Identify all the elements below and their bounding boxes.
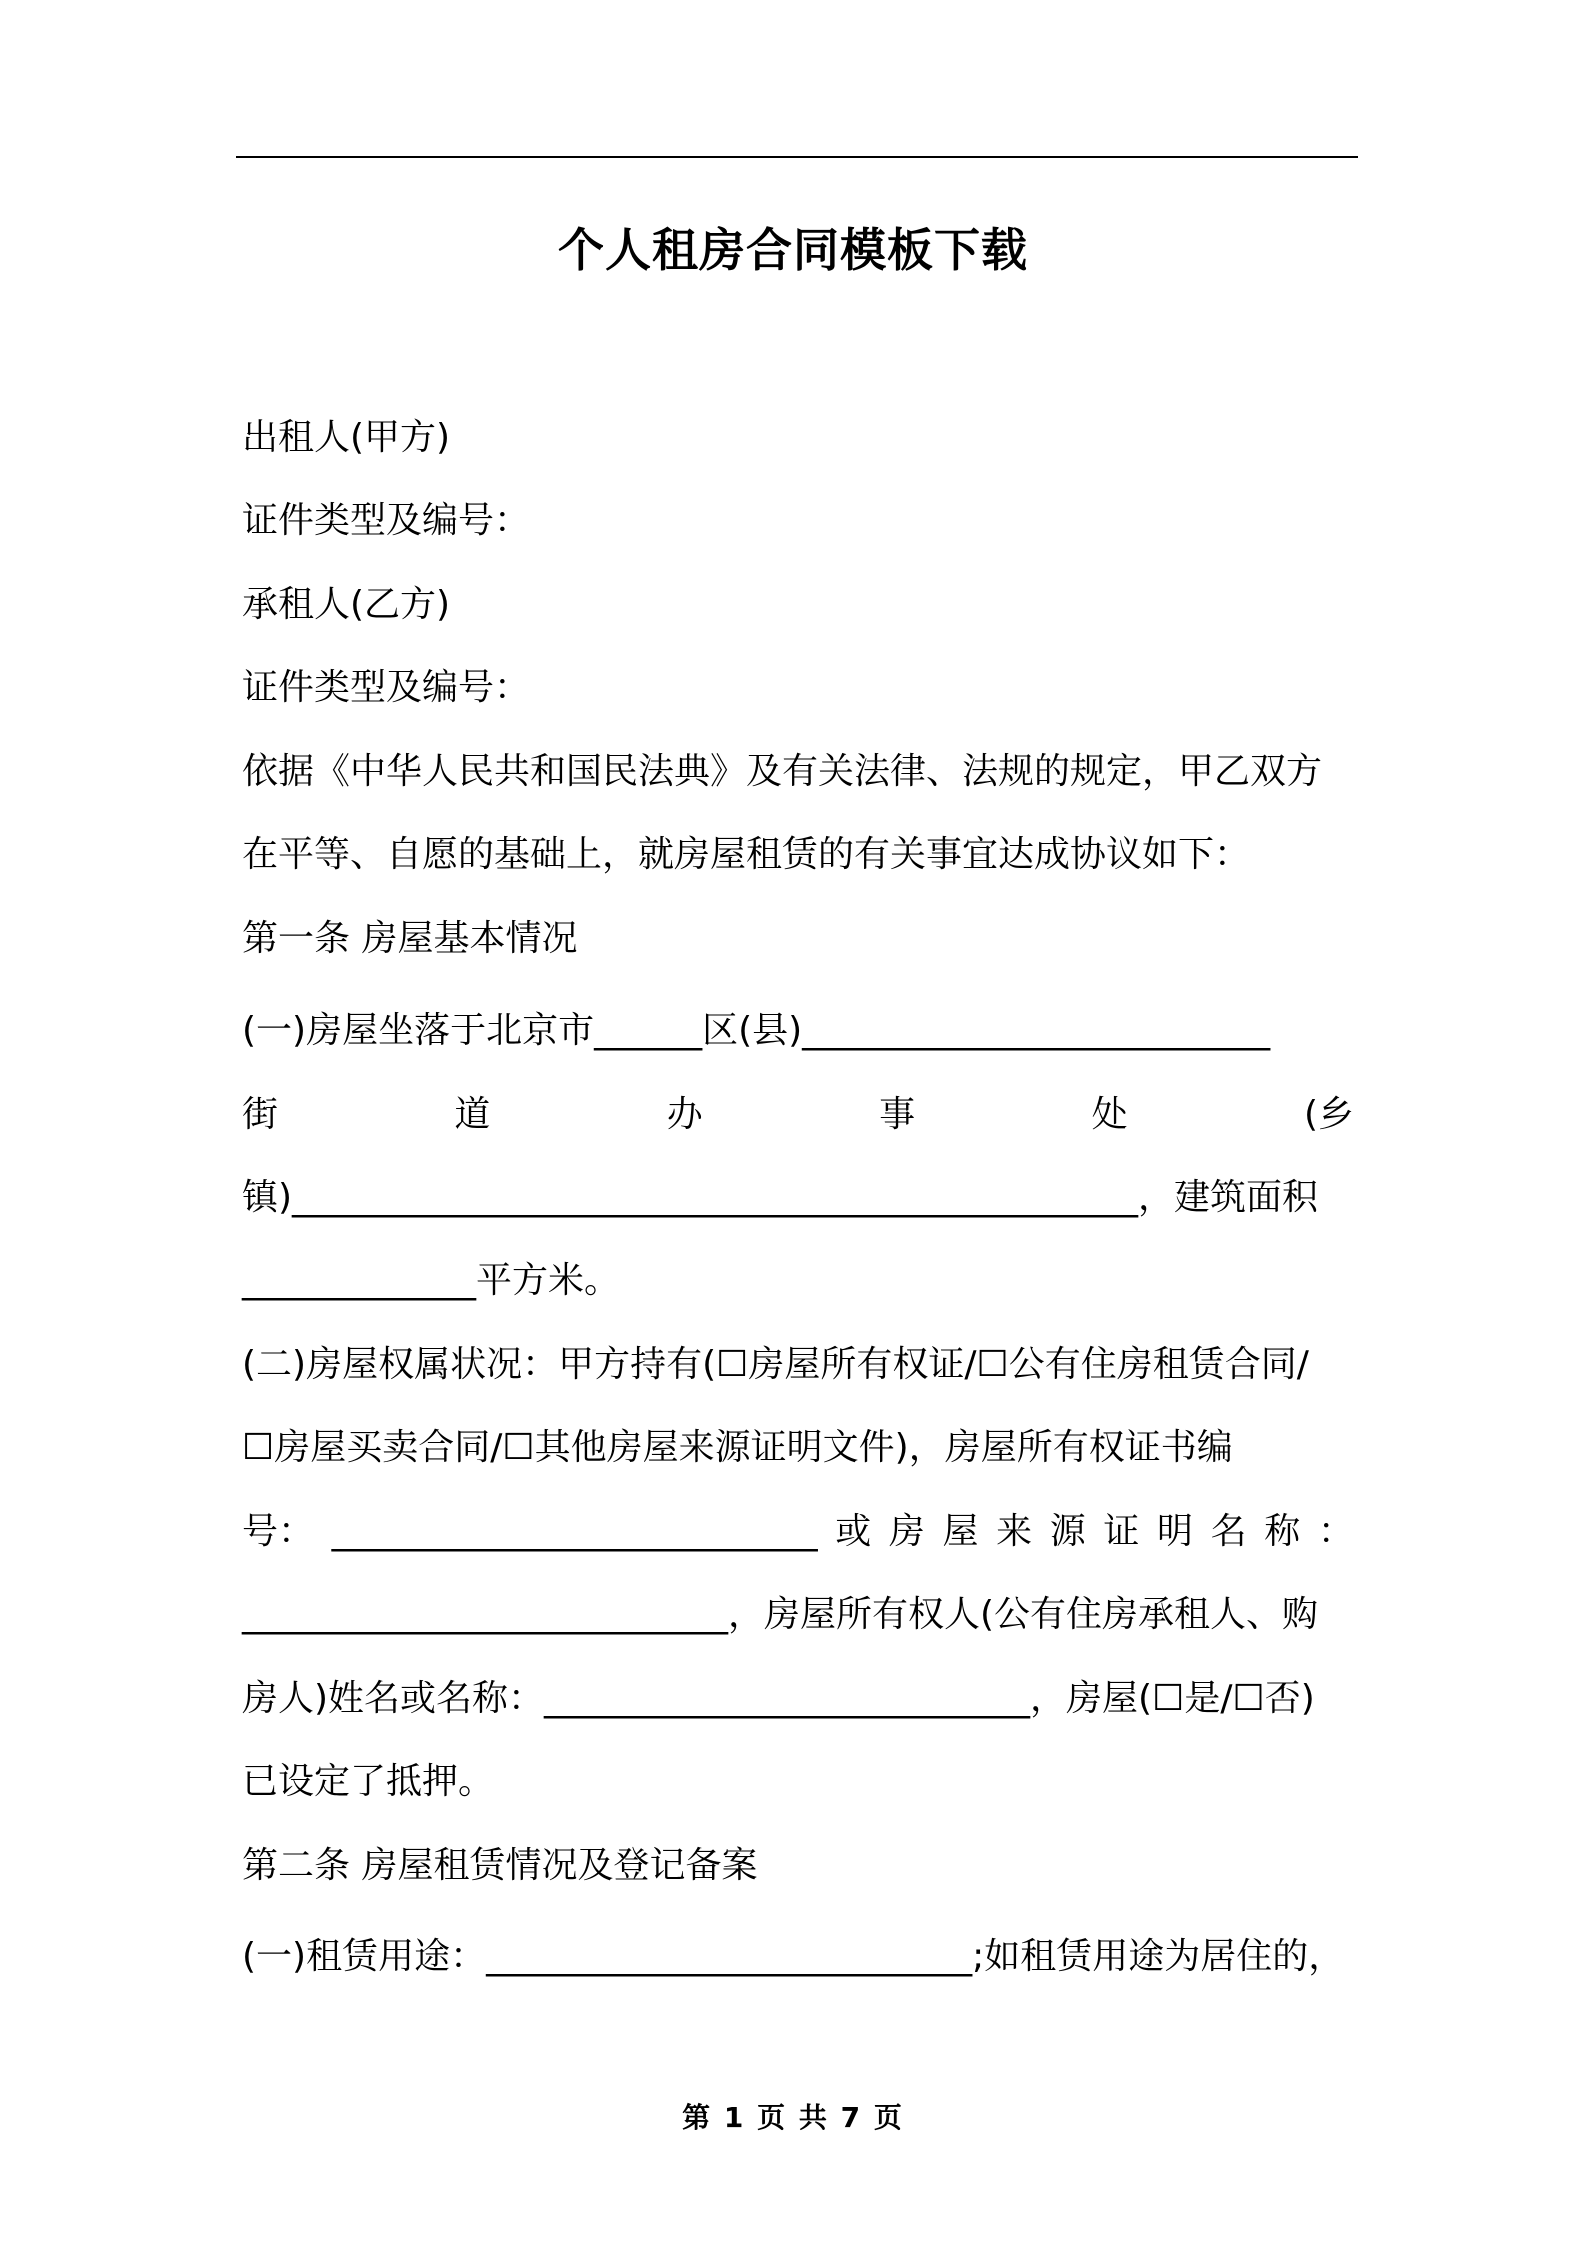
section-heading: 第二条 房屋租赁情况及登记备案 bbox=[242, 1845, 758, 1886]
word: 源 bbox=[1049, 1511, 1086, 1552]
word: 称 bbox=[1264, 1511, 1301, 1552]
word: 号： bbox=[242, 1511, 315, 1552]
header-rule bbox=[236, 156, 1358, 158]
text-line: (一)租赁用途：___________________________;如租赁用途为居住的， bbox=[242, 1936, 1345, 1977]
page-number: 第 1 页 共 7 页 bbox=[682, 2101, 904, 2134]
section-heading: 第一条 房屋基本情况 bbox=[242, 918, 578, 959]
word: 办 bbox=[666, 1094, 703, 1135]
blank: ___________________________ bbox=[331, 1511, 818, 1552]
text-line: _____________平方米。 bbox=[242, 1260, 621, 1301]
word: 道 bbox=[454, 1094, 491, 1135]
justified-line bbox=[242, 1507, 1354, 1557]
word: 明 bbox=[1156, 1511, 1193, 1552]
word: 房 bbox=[888, 1511, 925, 1552]
word: 街 bbox=[242, 1094, 279, 1135]
text-line: 在平等、自愿的基础上，就房屋租赁的有关事宜达成协议如下： bbox=[242, 834, 1251, 875]
text-line: 镇)_______________________________________________，建筑面积 bbox=[242, 1177, 1319, 1218]
word: 证 bbox=[1103, 1511, 1140, 1552]
text-line: (二)房屋权属状况：甲方持有(☐房屋所有权证/☐公有住房租赁合同/ bbox=[242, 1344, 1309, 1385]
document-title: 个人租房合同模板下载 bbox=[558, 223, 1028, 277]
word: 屋 bbox=[942, 1511, 979, 1552]
word: 处 bbox=[1091, 1094, 1128, 1135]
word: 名 bbox=[1210, 1511, 1247, 1552]
text-line: 依据《中华人民共和国民法典》及有关法律、法规的规定，甲乙双方 bbox=[242, 751, 1323, 792]
text-line: 证件类型及编号： bbox=[242, 500, 531, 541]
text-line: ☐房屋买卖合同/☐其他房屋来源证明文件)，房屋所有权证书编 bbox=[242, 1427, 1233, 1468]
justified-line bbox=[242, 1090, 1354, 1140]
text-line: (一)房屋坐落于北京市______区(县)__________________________ bbox=[242, 1010, 1271, 1051]
text-line: 证件类型及编号： bbox=[242, 667, 531, 708]
text-line: 承租人(乙方) bbox=[242, 584, 451, 625]
text-line: ___________________________，房屋所有权人(公有住房承租人、购 bbox=[242, 1594, 1319, 1635]
text-line: 房人)姓名或名称：___________________________，房屋(☐是/☐否) bbox=[242, 1678, 1315, 1719]
text-line: 出租人(甲方) bbox=[242, 417, 451, 458]
word: 事 bbox=[879, 1094, 916, 1135]
word: 来 bbox=[996, 1511, 1033, 1552]
text-line: 已设定了抵押。 bbox=[242, 1761, 495, 1802]
word: (乡 bbox=[1303, 1094, 1354, 1135]
word: ： bbox=[1317, 1511, 1354, 1552]
word: 或 bbox=[835, 1511, 872, 1552]
